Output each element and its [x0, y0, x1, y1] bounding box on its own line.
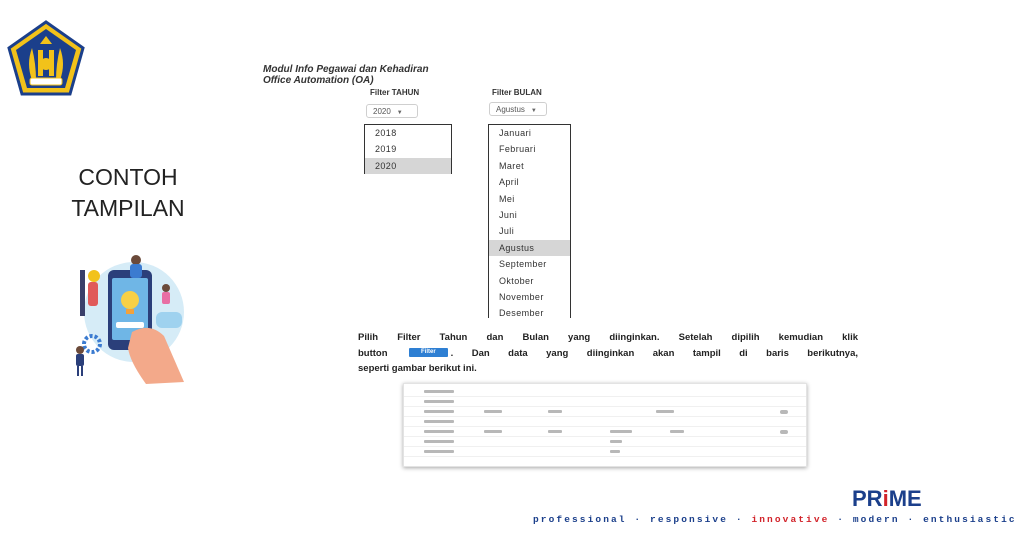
tagline-post: · modern · enthusiastic — [829, 514, 1017, 525]
module-title-line-2: Office Automation (OA) — [263, 75, 374, 86]
prime-logo — [852, 486, 922, 512]
table-cell — [484, 430, 502, 433]
prime-logo-me: ME — [888, 486, 922, 511]
instruction-line-2-rest: . Dan data yang diinginkan akan tampil di baris berikutnya, — [450, 347, 858, 359]
slide-title — [58, 162, 198, 224]
filter-tahun-dropdown — [364, 124, 452, 174]
table-row — [404, 408, 806, 417]
slide-title-line-1: CONTOH — [78, 164, 178, 190]
bulan-option-maret[interactable]: Maret — [499, 160, 525, 171]
table-cell — [610, 440, 622, 443]
table-cell — [424, 440, 454, 443]
table-row — [404, 438, 806, 447]
tagline-pre: professional · responsive · — [533, 514, 752, 525]
prime-logo-i: i — [882, 486, 889, 511]
module-title-line-1: Modul Info Pegawai dan Kehadiran — [263, 64, 429, 75]
filter-bulan-label: Filter BULAN — [492, 88, 542, 97]
table-cell — [424, 410, 454, 413]
filter-tahun-select[interactable] — [366, 104, 418, 118]
filter-button[interactable]: Filter — [409, 348, 448, 357]
instruction-line-1: Pilih Filter Tahun dan Bulan yang diinginkan. Setelah dipilih kemudian klik — [358, 332, 858, 343]
table-cell — [610, 450, 620, 453]
bulan-option-september[interactable]: September — [499, 259, 547, 270]
table-cell — [424, 450, 454, 453]
bulan-option-november[interactable]: November — [499, 291, 544, 302]
instruction-button-word: button — [358, 347, 388, 359]
table-cell — [670, 430, 684, 433]
bulan-option-april[interactable]: April — [499, 177, 520, 188]
table-row — [404, 448, 806, 457]
tagline-innovative: innovative — [751, 514, 830, 525]
table-row — [404, 398, 806, 407]
tahun-option-2019[interactable]: 2019 — [375, 144, 397, 155]
table-row — [404, 388, 806, 397]
table-cell — [484, 410, 502, 413]
filter-bulan-select[interactable] — [489, 102, 547, 116]
table-cell — [548, 430, 562, 433]
phone-illustration — [72, 252, 192, 388]
chevron-down-icon: ▼ — [396, 110, 403, 116]
filter-tahun-label: Filter TAHUN — [370, 88, 420, 97]
tahun-option-2020[interactable]: 2020 — [365, 158, 451, 174]
instruction-text — [358, 330, 858, 377]
bulan-option-mei[interactable]: Mei — [499, 193, 515, 204]
module-title — [263, 64, 523, 86]
instruction-line-2 — [358, 346, 858, 362]
bulan-option-juli[interactable]: Juli — [499, 226, 515, 237]
slide-title-line-2: TAMPILAN — [71, 195, 185, 221]
filter-bulan-selected: Agustus — [496, 105, 525, 114]
prime-tagline — [533, 514, 1017, 525]
bulan-option-oktober[interactable]: Oktober — [499, 275, 534, 286]
table-row — [404, 428, 806, 437]
bulan-option-agustus[interactable]: Agustus — [489, 240, 570, 256]
table-cell — [424, 400, 454, 403]
chevron-down-icon: ▼ — [530, 108, 537, 114]
table-row — [404, 418, 806, 427]
prime-logo-pr: PR — [852, 486, 883, 511]
bulan-option-februari[interactable]: Februari — [499, 144, 536, 155]
bulan-option-desember[interactable]: Desember — [499, 308, 544, 319]
table-cell — [610, 430, 632, 433]
table-cell — [424, 430, 454, 433]
kemenkeu-logo — [6, 20, 86, 96]
table-cell — [424, 390, 454, 393]
table-cell — [548, 410, 562, 413]
table-cell — [424, 420, 454, 423]
tahun-option-2018[interactable]: 2018 — [375, 128, 397, 138]
bulan-option-januari[interactable]: Januari — [499, 128, 532, 138]
bulan-option-juni[interactable]: Juni — [499, 209, 518, 220]
filter-tahun-selected: 2020 — [373, 107, 391, 116]
eye-icon[interactable] — [780, 410, 788, 414]
eye-icon[interactable] — [780, 430, 788, 434]
filter-bulan-dropdown — [488, 124, 571, 318]
result-table-preview — [403, 383, 807, 467]
table-cell — [656, 410, 674, 413]
instruction-line-3: seperti gambar berikut ini. — [358, 363, 477, 374]
